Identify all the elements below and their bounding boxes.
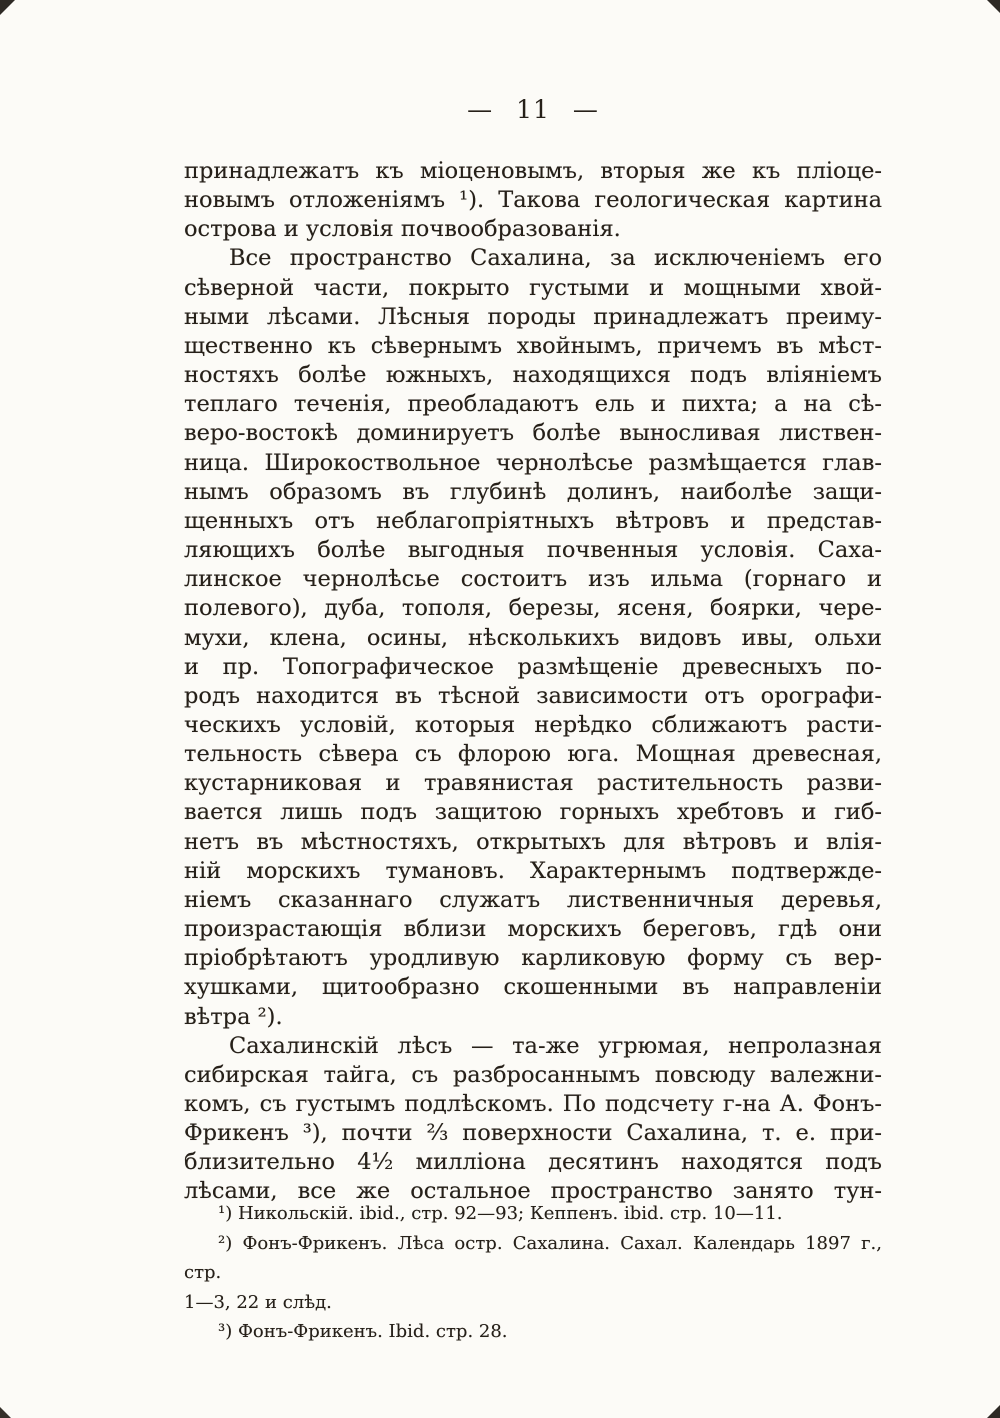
scan-corner-artifact bbox=[0, 1407, 11, 1418]
body-line: тельность сѣвера съ флорою юга. Мощная древесная, bbox=[184, 741, 882, 768]
body-line: ностяхъ болѣе южныхъ, находящихся подъ вліяніемъ bbox=[184, 362, 882, 389]
body-line: мухи, клена, осины, нѣсколькихъ видовъ ивы, ольхи bbox=[184, 624, 882, 651]
body-line: хушками, щитообразно скошенными въ направленіи bbox=[184, 974, 882, 1001]
body-line: теплаго теченія, преобладаютъ ель и пихта; а на сѣ- bbox=[184, 391, 882, 418]
body-line: нымъ образомъ въ глубинѣ долинъ, наиболѣе защи- bbox=[184, 478, 882, 505]
text-column bbox=[184, 157, 882, 1207]
body-line: и пр. Топографическое размѣщеніе древесныхъ по- bbox=[184, 653, 882, 680]
footnotes bbox=[184, 1199, 882, 1347]
body-line: новымъ отложеніямъ ¹). Такова геологическая картина bbox=[184, 187, 882, 214]
footnote-line: ³) Фонъ-Фрикенъ. Ibid. стр. 28. bbox=[218, 1321, 508, 1343]
body-line: ляющихъ болѣе выгодныя почвенныя условія. Саха- bbox=[184, 537, 882, 564]
body-line: острова и условія почвообразованія. bbox=[184, 216, 621, 243]
body-line: щенныхъ отъ неблагопріятныхъ вѣтровъ и представ- bbox=[184, 507, 882, 534]
paragraph bbox=[184, 1032, 882, 1207]
body-line: Все пространство Сахалина, за исключеніемъ его bbox=[229, 245, 882, 272]
body-line: веро-востокѣ доминируетъ болѣе выносливая листвен- bbox=[184, 420, 882, 447]
body-line: Сахалинскій лѣсъ — та-же угрюмая, непролазная bbox=[229, 1032, 882, 1059]
body-line: нетъ въ мѣстностяхъ, открытыхъ для вѣтровъ и влія- bbox=[184, 828, 882, 855]
body-line: вается лишь подъ защитою горныхъ хребтовъ и гиб- bbox=[184, 799, 882, 826]
body-line: пріобрѣтаютъ уродливую карликовую форму съ вер- bbox=[184, 945, 882, 972]
footnote-line: ²) Фонъ-Фрикенъ. Лѣса остр. Сахалина. Сахал. Календарь 1897 г., стр. bbox=[184, 1232, 882, 1284]
body-line: линское чернолѣсье состоитъ изъ ильма (горнаго и bbox=[184, 566, 882, 593]
body-line: ній морскихъ тумановъ. Характернымъ подтвержде- bbox=[184, 857, 882, 884]
body-line: произрастающія вблизи морскихъ береговъ, гдѣ они bbox=[184, 916, 882, 943]
body-line: лѣсами, все же остальное пространство занято тун- bbox=[184, 1178, 882, 1205]
paragraph-continuation bbox=[184, 157, 882, 244]
scan-corner-artifact bbox=[987, 0, 1000, 13]
body-line: ница. Широкоствольное чернолѣсье размѣщается глав- bbox=[184, 449, 882, 476]
footnote-line: ¹) Никольскій. ibid., стр. 92—93; Кеппенъ. ibid. стр. 10—11. bbox=[218, 1203, 783, 1224]
body-line: ніемъ сказаннаго служатъ лиственничныя деревья, bbox=[184, 886, 882, 913]
footnote-line: 1—3, 22 и слѣд. bbox=[184, 1291, 332, 1313]
body-line: ными лѣсами. Лѣсныя породы принадлежатъ преиму- bbox=[184, 303, 882, 330]
body-line: близительно 4¹⁄₂ милліона десятинъ находятся подъ bbox=[184, 1149, 882, 1176]
page-number: — 11 — bbox=[467, 95, 599, 124]
body-line: принадлежатъ къ міоценовымъ, вторыя же къ пліоце- bbox=[184, 158, 882, 184]
scan-corner-artifact bbox=[0, 0, 15, 15]
body-line: кустарниковая и травянистая растительность разви- bbox=[184, 770, 882, 797]
footnote bbox=[184, 1317, 882, 1347]
body-line: сѣверной части, покрыто густыми и мощными хвой- bbox=[184, 274, 882, 301]
body-line: комъ, съ густымъ подлѣскомъ. По подсчету г-на А. Фонъ- bbox=[184, 1091, 882, 1117]
body-line: щественно къ сѣвернымъ хвойнымъ, причемъ въ мѣст- bbox=[184, 332, 882, 359]
body-line: родъ находится въ тѣсной зависимости отъ орографи- bbox=[184, 682, 882, 709]
body-line: ческихъ условій, которыя нерѣдко сближаютъ расти- bbox=[184, 711, 882, 738]
scan-corner-artifact bbox=[987, 1405, 1000, 1418]
body-line: вѣтра ²). bbox=[184, 1003, 283, 1030]
paragraph bbox=[184, 244, 882, 1031]
body-line: Фрикенъ ³), почти ²⁄₃ поверхности Сахалина, т. е. при- bbox=[184, 1120, 882, 1147]
footnote bbox=[184, 1199, 882, 1229]
body-line: полевого), дуба, тополя, березы, ясеня, боярки, чере- bbox=[184, 595, 882, 622]
body-line: сибирская тайга, съ разбросаннымъ повсюду валежни- bbox=[184, 1061, 882, 1088]
footnote bbox=[184, 1229, 882, 1318]
